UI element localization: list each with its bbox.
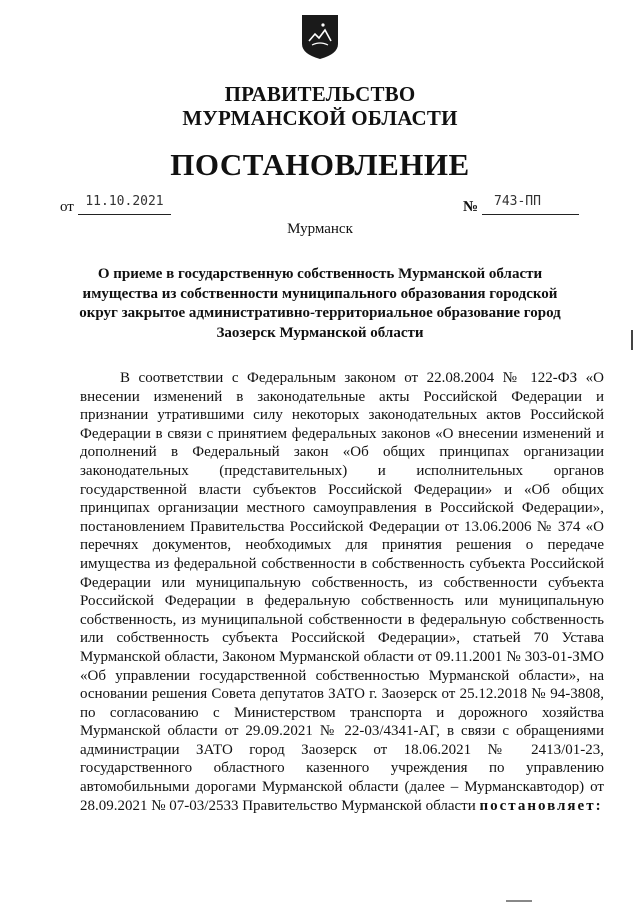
footer-mark [506,900,532,902]
mountain-emblem-icon [301,14,339,60]
decree-word: постановляет: [479,797,603,814]
government-title-line2: МУРМАНСКОЙ ОБЛАСТИ [182,106,458,130]
body-text: В соответствии с Федеральным законом от 22.08.2004 № 122-ФЗ «О внесении изменений в законодательные акты Российской Федерации и признании утратившими силу некоторых законодательных актов Российской Федерации в связи с принятием федеральных законов «О внесении изменений и дополнений в Федеральный закон «Об общих принципах организации законодательных (представительных) и исполнительных органов государственной власти субъектов Российской Федерации» и «Об общих принципах организации местного самоуправления в Российской Федерации», постановлением Правительства Российской Федерации от 13.06.2006 № 374 «О перечнях документов, необходимых для принятия решения о передаче имущества из федеральной собственности в собственность субъекта Российской Федерации или муниципальную собственность, из собственности субъекта Российской Федерации в федеральную собственность или муниципальную собственность, из муниципальной собственности в федеральную собственность или собственность субъекта Российской Федерации», статьей 70 Устава Мурманской области, Законом Мурманской области от 09.11.2001 № 303-01-ЗМО «Об управлении государственной собственностью Мурманской области», на основании решения Совета депутатов ЗАТО г. Заозерск от 25.12.2018 № 94-3808, по согласованию с Министерством транспорта и дорожного хозяйства Мурманской области от 29.09.2021 № 22-03/4341-АГ, в связи с обращениями администрации ЗАТО город Заозерск от 18.06.2021 № 2413/01-23, государственного областного казенного учреждения по управлению автомобильными дорогами Мурманской области (далее – Мурманскавтодор) от 28.09.2021 № 07-03/2533 Правительство Мурманской области [80,370,604,814]
document-number: 743-ПП [482,193,579,215]
document-date: 11.10.2021 [78,193,171,215]
date-prefix-label: от [60,199,74,215]
city-name: Мурманск [287,221,353,237]
body-paragraph [80,369,604,815]
margin-mark [631,330,633,350]
document-subject: О приеме в государственную собственность Мурманской области имущества из собственности муниципального образования городской округ закрытое административно-территориальное образование город Заозерск Мурманской области [79,266,561,341]
number-prefix-label: № [463,199,479,215]
document-type-heading: ПОСТАНОВЛЕНИЕ [170,147,470,182]
government-title-line1: ПРАВИТЕЛЬСТВО [224,82,416,106]
